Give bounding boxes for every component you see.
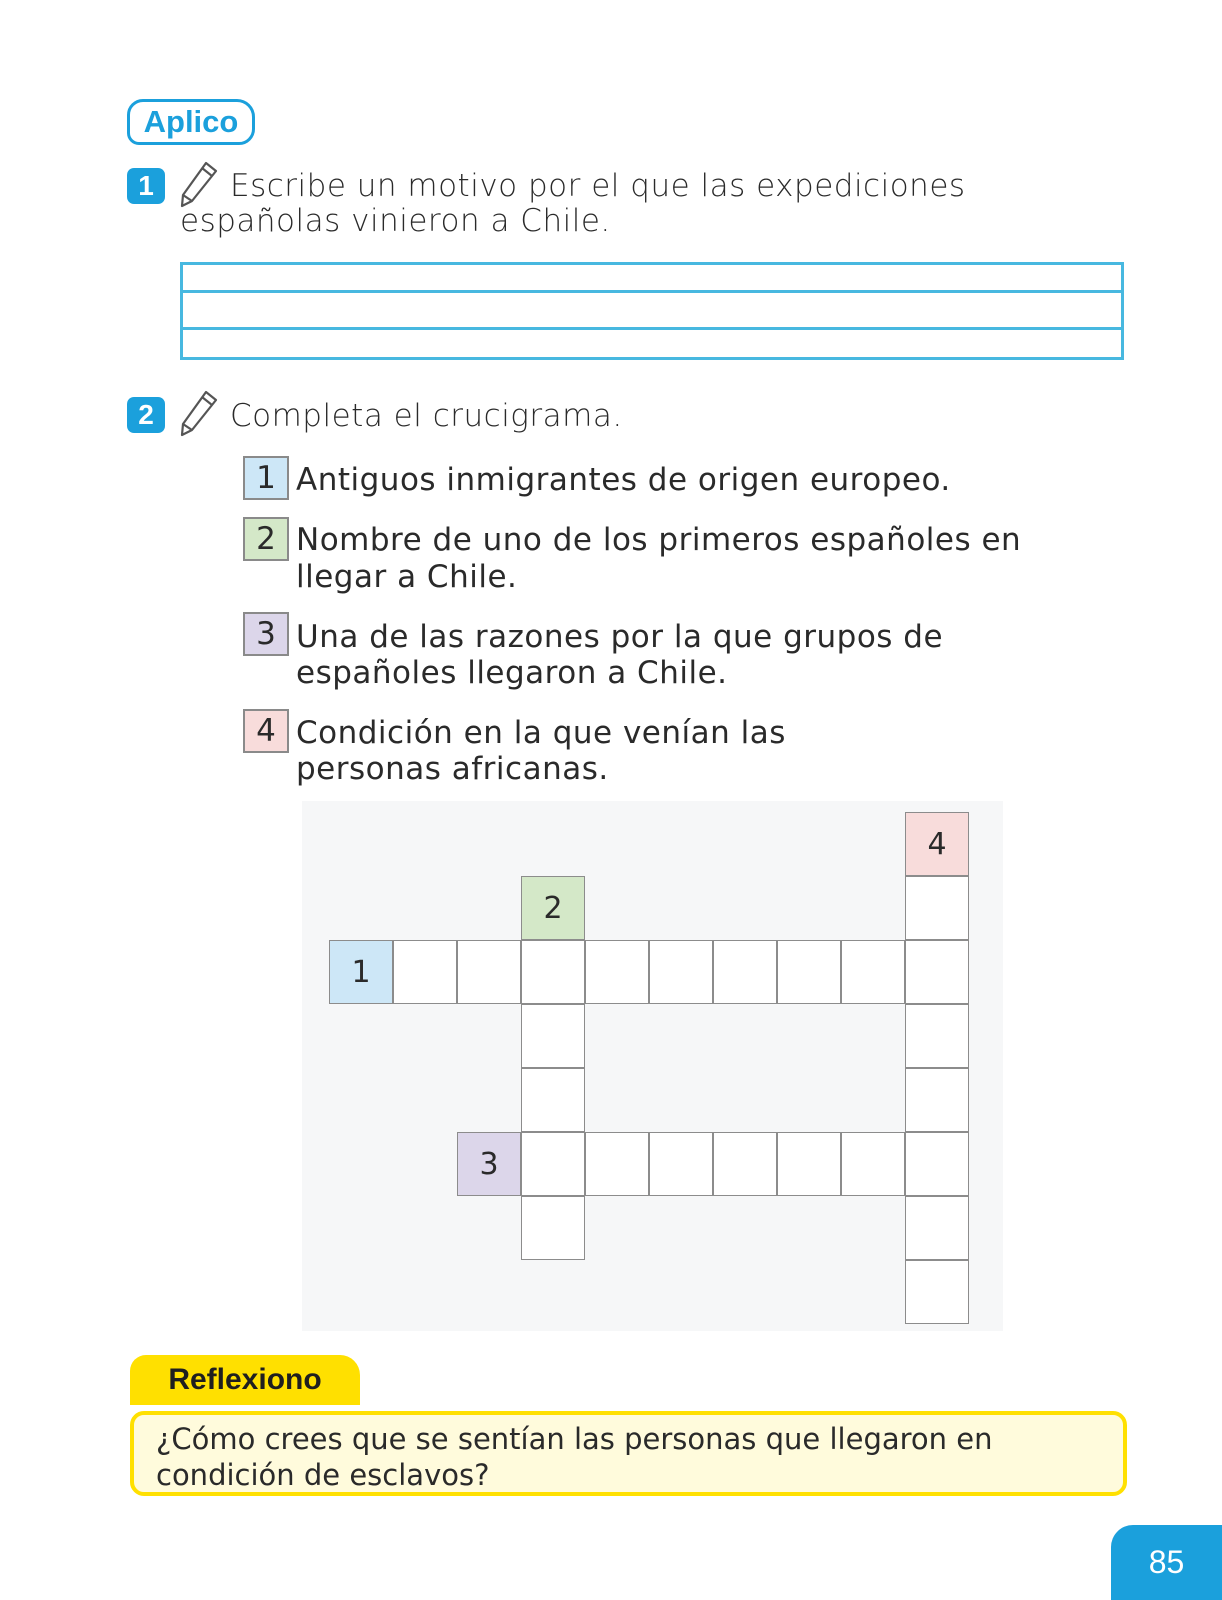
crossword-cell[interactable] (905, 876, 969, 940)
answer-line (183, 290, 1121, 293)
crossword-start-cell-2: 2 (521, 876, 585, 940)
question-1-text-line2: españolas vinieron a Chile. (180, 203, 611, 239)
crossword-start-cell-4: 4 (905, 812, 969, 876)
crossword-cell[interactable] (585, 1132, 649, 1196)
question-number-2: 2 (127, 397, 165, 433)
crossword-cell[interactable] (905, 1260, 969, 1324)
crossword-cell[interactable] (393, 940, 457, 1004)
pencil-icon (178, 389, 220, 439)
clue-1-text: Antiguos inmigrantes de origen europeo. (296, 462, 951, 498)
crossword-cell[interactable] (521, 1068, 585, 1132)
question-2-text: Completa el crucigrama. (230, 398, 623, 434)
clue-number-1: 1 (243, 456, 289, 500)
clue-number-3: 3 (243, 612, 289, 656)
question-number-1: 1 (127, 168, 165, 204)
crossword-cell[interactable] (649, 1132, 713, 1196)
crossword-grid (302, 801, 1003, 1331)
crossword-cell[interactable] (841, 940, 905, 1004)
crossword-cell[interactable] (777, 1132, 841, 1196)
crossword-cell[interactable] (905, 940, 969, 1004)
question-1-text-line1: Escribe un motivo por el que las expediciones (230, 168, 966, 204)
answer-line (183, 327, 1121, 330)
reflexiono-question-line2: condición de esclavos? (156, 1458, 490, 1492)
clue-2-text-line1: Nombre de uno de los primeros españoles en (296, 522, 1022, 558)
crossword-cell[interactable] (521, 1004, 585, 1068)
section-label-aplico: Aplico (127, 99, 255, 145)
reflexiono-box (130, 1411, 1127, 1496)
crossword-cell[interactable] (905, 1132, 969, 1196)
crossword-cell[interactable] (521, 1132, 585, 1196)
clue-number-4: 4 (243, 709, 289, 753)
crossword-cell[interactable] (713, 1132, 777, 1196)
crossword-cell[interactable] (649, 940, 713, 1004)
crossword-cell[interactable] (905, 1196, 969, 1260)
crossword-cell[interactable] (905, 1068, 969, 1132)
crossword-cell[interactable] (521, 940, 585, 1004)
answer-writing-area[interactable] (180, 262, 1124, 360)
crossword-start-cell-1: 1 (329, 940, 393, 1004)
clue-number-2: 2 (243, 517, 289, 561)
crossword-cell[interactable] (841, 1132, 905, 1196)
crossword-start-cell-3: 3 (457, 1132, 521, 1196)
crossword-cell[interactable] (521, 1196, 585, 1260)
clue-2-text-line2: llegar a Chile. (296, 559, 518, 595)
clue-4-text-line1: Condición en la que venían las (296, 715, 786, 751)
reflexiono-question-line1: ¿Cómo crees que se sentían las personas que llegaron en (156, 1422, 993, 1456)
clue-3-text-line1: Una de las razones por la que grupos de (296, 619, 944, 655)
crossword-cell[interactable] (905, 1004, 969, 1068)
clue-4-text-line2: personas africanas. (296, 751, 609, 787)
crossword-cell[interactable] (585, 940, 649, 1004)
page-number: 85 (1111, 1525, 1222, 1600)
clue-3-text-line2: españoles llegaron a Chile. (296, 655, 728, 691)
reflexiono-label: Reflexiono (130, 1355, 360, 1405)
crossword-cell[interactable] (713, 940, 777, 1004)
reflexiono-question (156, 1421, 1096, 1493)
crossword-cell[interactable] (457, 940, 521, 1004)
crossword-cell[interactable] (777, 940, 841, 1004)
